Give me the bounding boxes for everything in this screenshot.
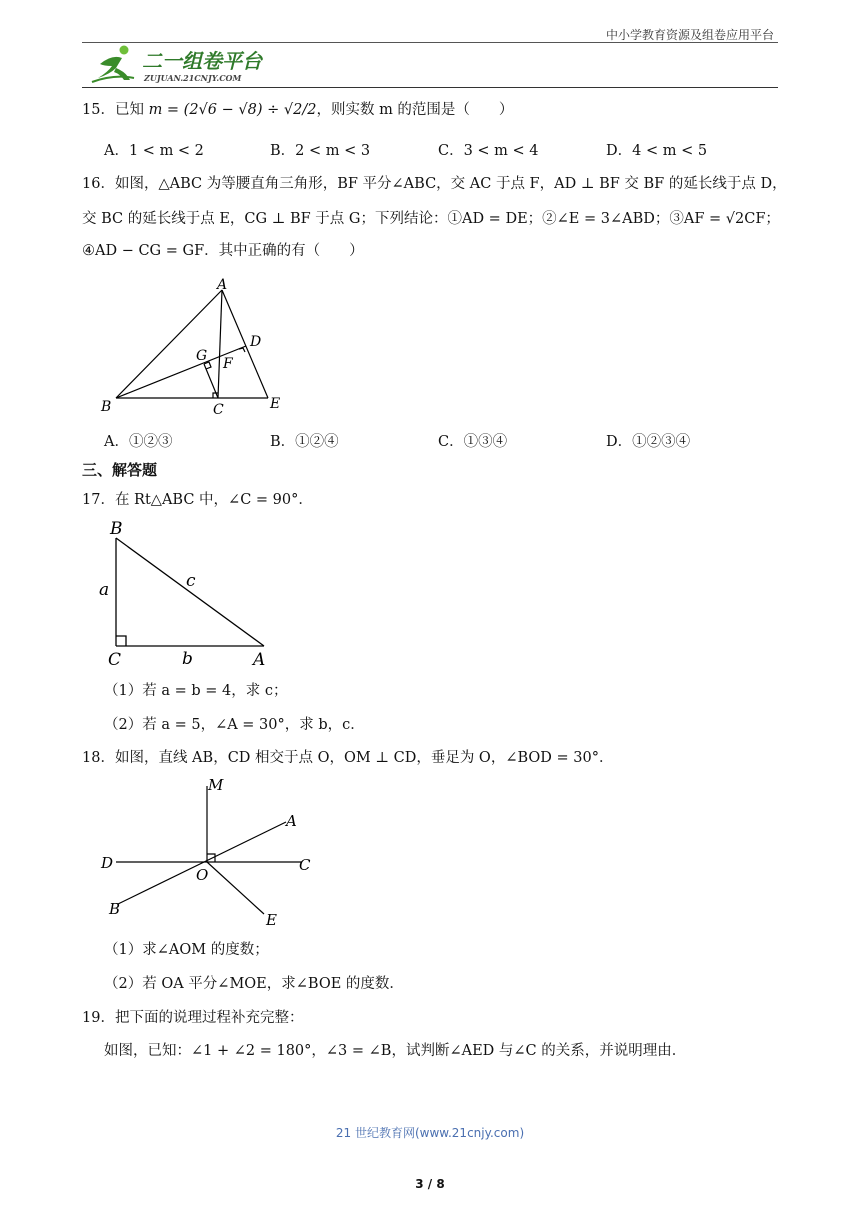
q17-stem-text: 在 Rt△ABC 中，∠C = 90°．: [114, 492, 313, 508]
q17-label-a-vertex: A: [253, 650, 266, 670]
site-logo: [86, 44, 286, 90]
q16-label-e: E: [270, 396, 281, 412]
page-number: 3 / 8: [415, 1177, 445, 1191]
q17-right-angle-c: [116, 636, 126, 646]
q16-line-ac: [218, 290, 222, 398]
q15-option-d[interactable]: D．4 < m < 5: [606, 143, 708, 159]
q16-line2: 交 BC 的延长线于点 E，CG ⊥ BF 于点 G；下列结论：①AD = DE；②∠E = 3∠ABD；③AF = √2CF；: [82, 211, 780, 227]
q17-label-c-vertex: C: [108, 650, 122, 670]
q17-figure: [94, 514, 284, 674]
q15-stem-suffix: ，则实数 m 的范围是（ ）: [316, 102, 514, 118]
q16-option-c[interactable]: C．①③④: [438, 434, 508, 450]
q18-label-m: M: [208, 776, 224, 794]
q15-option-b[interactable]: B．2 < m < 3: [270, 143, 371, 159]
q16-option-b[interactable]: B．①②④: [270, 434, 339, 450]
q17-label-c-side: c: [186, 571, 196, 591]
q18-line-ab: [118, 822, 286, 904]
q16-option-a[interactable]: A．①②③: [104, 434, 173, 450]
q18-label-d: D: [101, 854, 114, 872]
q18-figure: [96, 772, 332, 932]
q16-right-angle-d: [239, 348, 245, 352]
q18-label-o: O: [196, 866, 209, 884]
q17-sub2: （2）若 a = 5，∠A = 30°，求 b，c．: [104, 717, 365, 733]
q18-ray-oe: [207, 862, 264, 914]
q18-label-e: E: [266, 911, 277, 929]
q16-label-d: D: [250, 334, 262, 350]
q18-stem-text: 如图，直线 AB，CD 相交于点 O，OM ⊥ CD，垂足为 O，∠BOD = 30°．: [114, 750, 614, 766]
q16-line-bd: [116, 346, 246, 398]
logo-text-en: ZUJUAN.21CNJY.COM: [144, 73, 242, 83]
q17-stem: [82, 490, 313, 510]
q15-stem: [82, 100, 513, 120]
q17-side-c: [116, 538, 264, 646]
q18-sub1: （1）求∠AOM 的度数；: [104, 942, 269, 958]
q15-option-c[interactable]: C．3 < m < 4: [438, 143, 539, 159]
q17-label-a-side: a: [99, 580, 110, 600]
q19-stem-text: 把下面的说理过程补充完整：: [114, 1010, 304, 1026]
logo-text-cn: 二一组卷平台: [142, 49, 262, 73]
q17-label-b-vertex: B: [110, 519, 123, 539]
q18-label-a: A: [286, 812, 297, 830]
header-platform-text: 中小学教育资源及组卷应用平台: [605, 28, 774, 42]
q15-stem-prefix: 已知: [114, 102, 144, 118]
q19-line2: 如图，已知：∠1 + ∠2 = 180°，∠3 = ∠B，试判断∠AED 与∠C 的关系，并说明理由．: [104, 1043, 687, 1059]
q16-label-b: B: [101, 399, 112, 415]
logo-figure-body: [98, 57, 122, 78]
q18-label-b: B: [109, 900, 121, 918]
q16-line3: ④AD − CG = GF．其中正确的有（ ）: [82, 243, 364, 259]
q16-number: 16．: [82, 176, 115, 192]
q19-number: 19．: [82, 1010, 115, 1026]
q16-line1: [82, 174, 787, 194]
q16-line1-text: 如图，△ABC 为等腰直角三角形，BF 平分∠ABC，交 AC 于点 F，AD ⊥ BF 交 BF 的延长线于点 D，: [114, 176, 787, 192]
q16-label-f: F: [223, 356, 233, 372]
logo-figure-head: [120, 46, 129, 55]
q16-label-a: A: [217, 277, 228, 293]
q16-label-g: G: [196, 348, 208, 364]
q16-figure: [96, 274, 306, 420]
q16-label-c: C: [213, 402, 224, 418]
q16-line-ba: [116, 290, 222, 398]
header-divider: [82, 42, 778, 43]
header-underline: [82, 87, 778, 88]
q18-sub2: （2）若 OA 平分∠MOE，求∠BOE 的度数．: [104, 976, 404, 992]
q17-number: 17．: [82, 492, 115, 508]
q18-label-c: C: [299, 856, 311, 874]
q18-stem: [82, 748, 613, 768]
q17-label-b-side: b: [182, 649, 193, 669]
q17-sub1: （1）若 a = b = 4，求 c；: [104, 683, 288, 699]
q15-number: 15．: [82, 102, 115, 118]
section-title: 三、解答题: [82, 461, 158, 479]
q18-number: 18．: [82, 750, 115, 766]
q15-formula: m = (2√6 − √8) ÷ √2/2: [148, 102, 317, 118]
q16-option-d[interactable]: D．①②③④: [606, 434, 691, 450]
q15-option-a[interactable]: A．1 < m < 2: [104, 143, 204, 159]
q19-stem: [82, 1008, 303, 1028]
logo-figure-leg: [114, 68, 130, 80]
footer-link[interactable]: 21 世纪教育网(www.21cnjy.com): [335, 1126, 525, 1140]
